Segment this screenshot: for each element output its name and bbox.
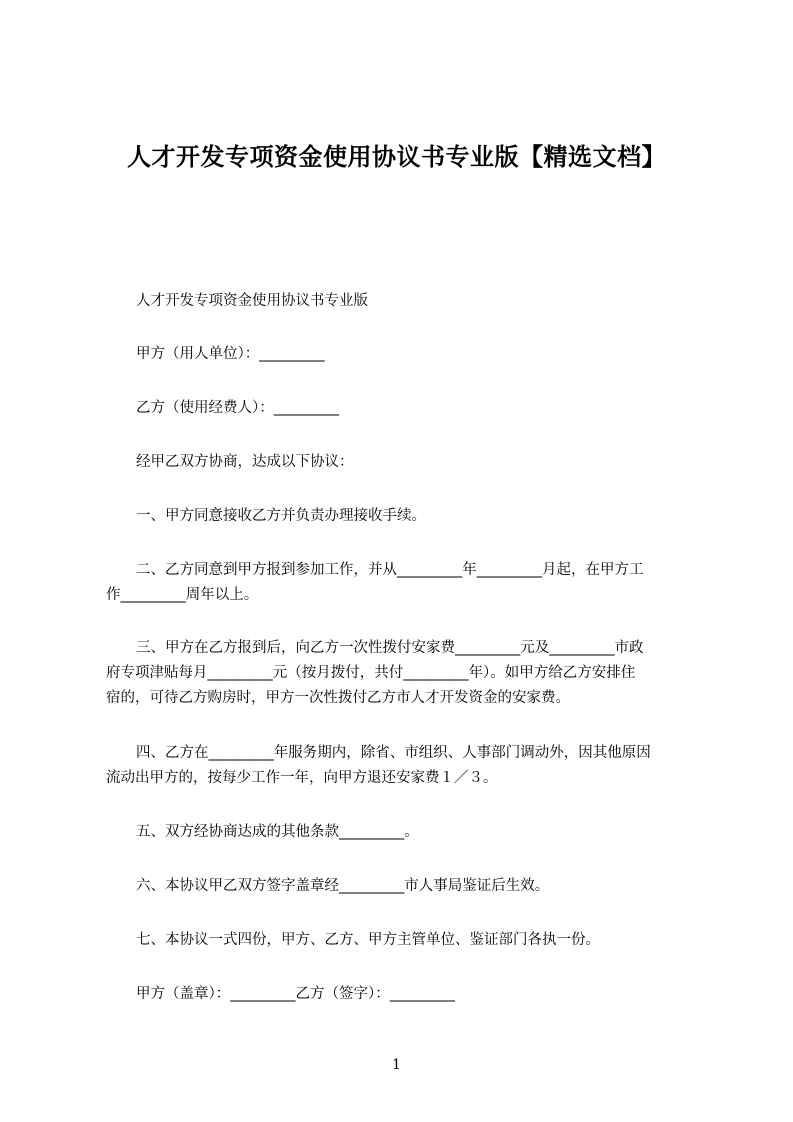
clause-7: 七、本协议一式四份，甲方、乙方、甲方主管单位、鉴证部门各执一份。 [136, 932, 600, 948]
agreement-intro: 经甲乙双方协商，达成以下协议： [136, 454, 354, 470]
document-title: 人才开发专项资金使用协议书专业版【精选文档】 [127, 143, 666, 171]
signature-line: 甲方（盖章）：_________乙方（签字）：_________ [136, 986, 455, 1002]
clause-3-line-3: 宿的，可待乙方购房时，甲方一次性拨付乙方市人才开发资金的安家费。 [106, 690, 570, 706]
page-number: 1 [392, 1057, 401, 1073]
document-subtitle: 人才开发专项资金使用协议书专业版 [136, 293, 368, 309]
clause-4-line-2: 流动出甲方的，按每少工作一年，向甲方退还安家费１／３。 [106, 770, 498, 786]
clause-5: 五、双方经协商达成的其他条款_________。 [136, 824, 419, 840]
clause-3-line-1: 三、甲方在乙方报到后，向乙方一次性拨付安家费_________元及_________市政 [136, 640, 644, 656]
clause-1: 一、甲方同意接收乙方并负责办理接收手续。 [136, 508, 426, 524]
clause-2-line-1: 二、乙方同意到甲方报到参加工作，并从_________年_________月起，在甲方工 [136, 562, 644, 578]
clause-2-line-2: 作_________周年以上。 [106, 587, 259, 603]
party-b-line: 乙方（使用经费人）：_________ [136, 400, 339, 416]
clause-4-line-1: 四、乙方在_________年服务期内，除省、市组织、人事部门调动外，因其他原因 [136, 745, 651, 761]
party-a-line: 甲方（用人单位）：_________ [136, 346, 325, 362]
clause-3-line-2: 府专项津贴每月_________元（按月拨付，共付_________年）。如甲方给乙方安排住 [106, 665, 636, 681]
clause-6: 六、本协议甲乙双方签字盖章经_________市人事局鉴证后生效。 [136, 878, 550, 894]
